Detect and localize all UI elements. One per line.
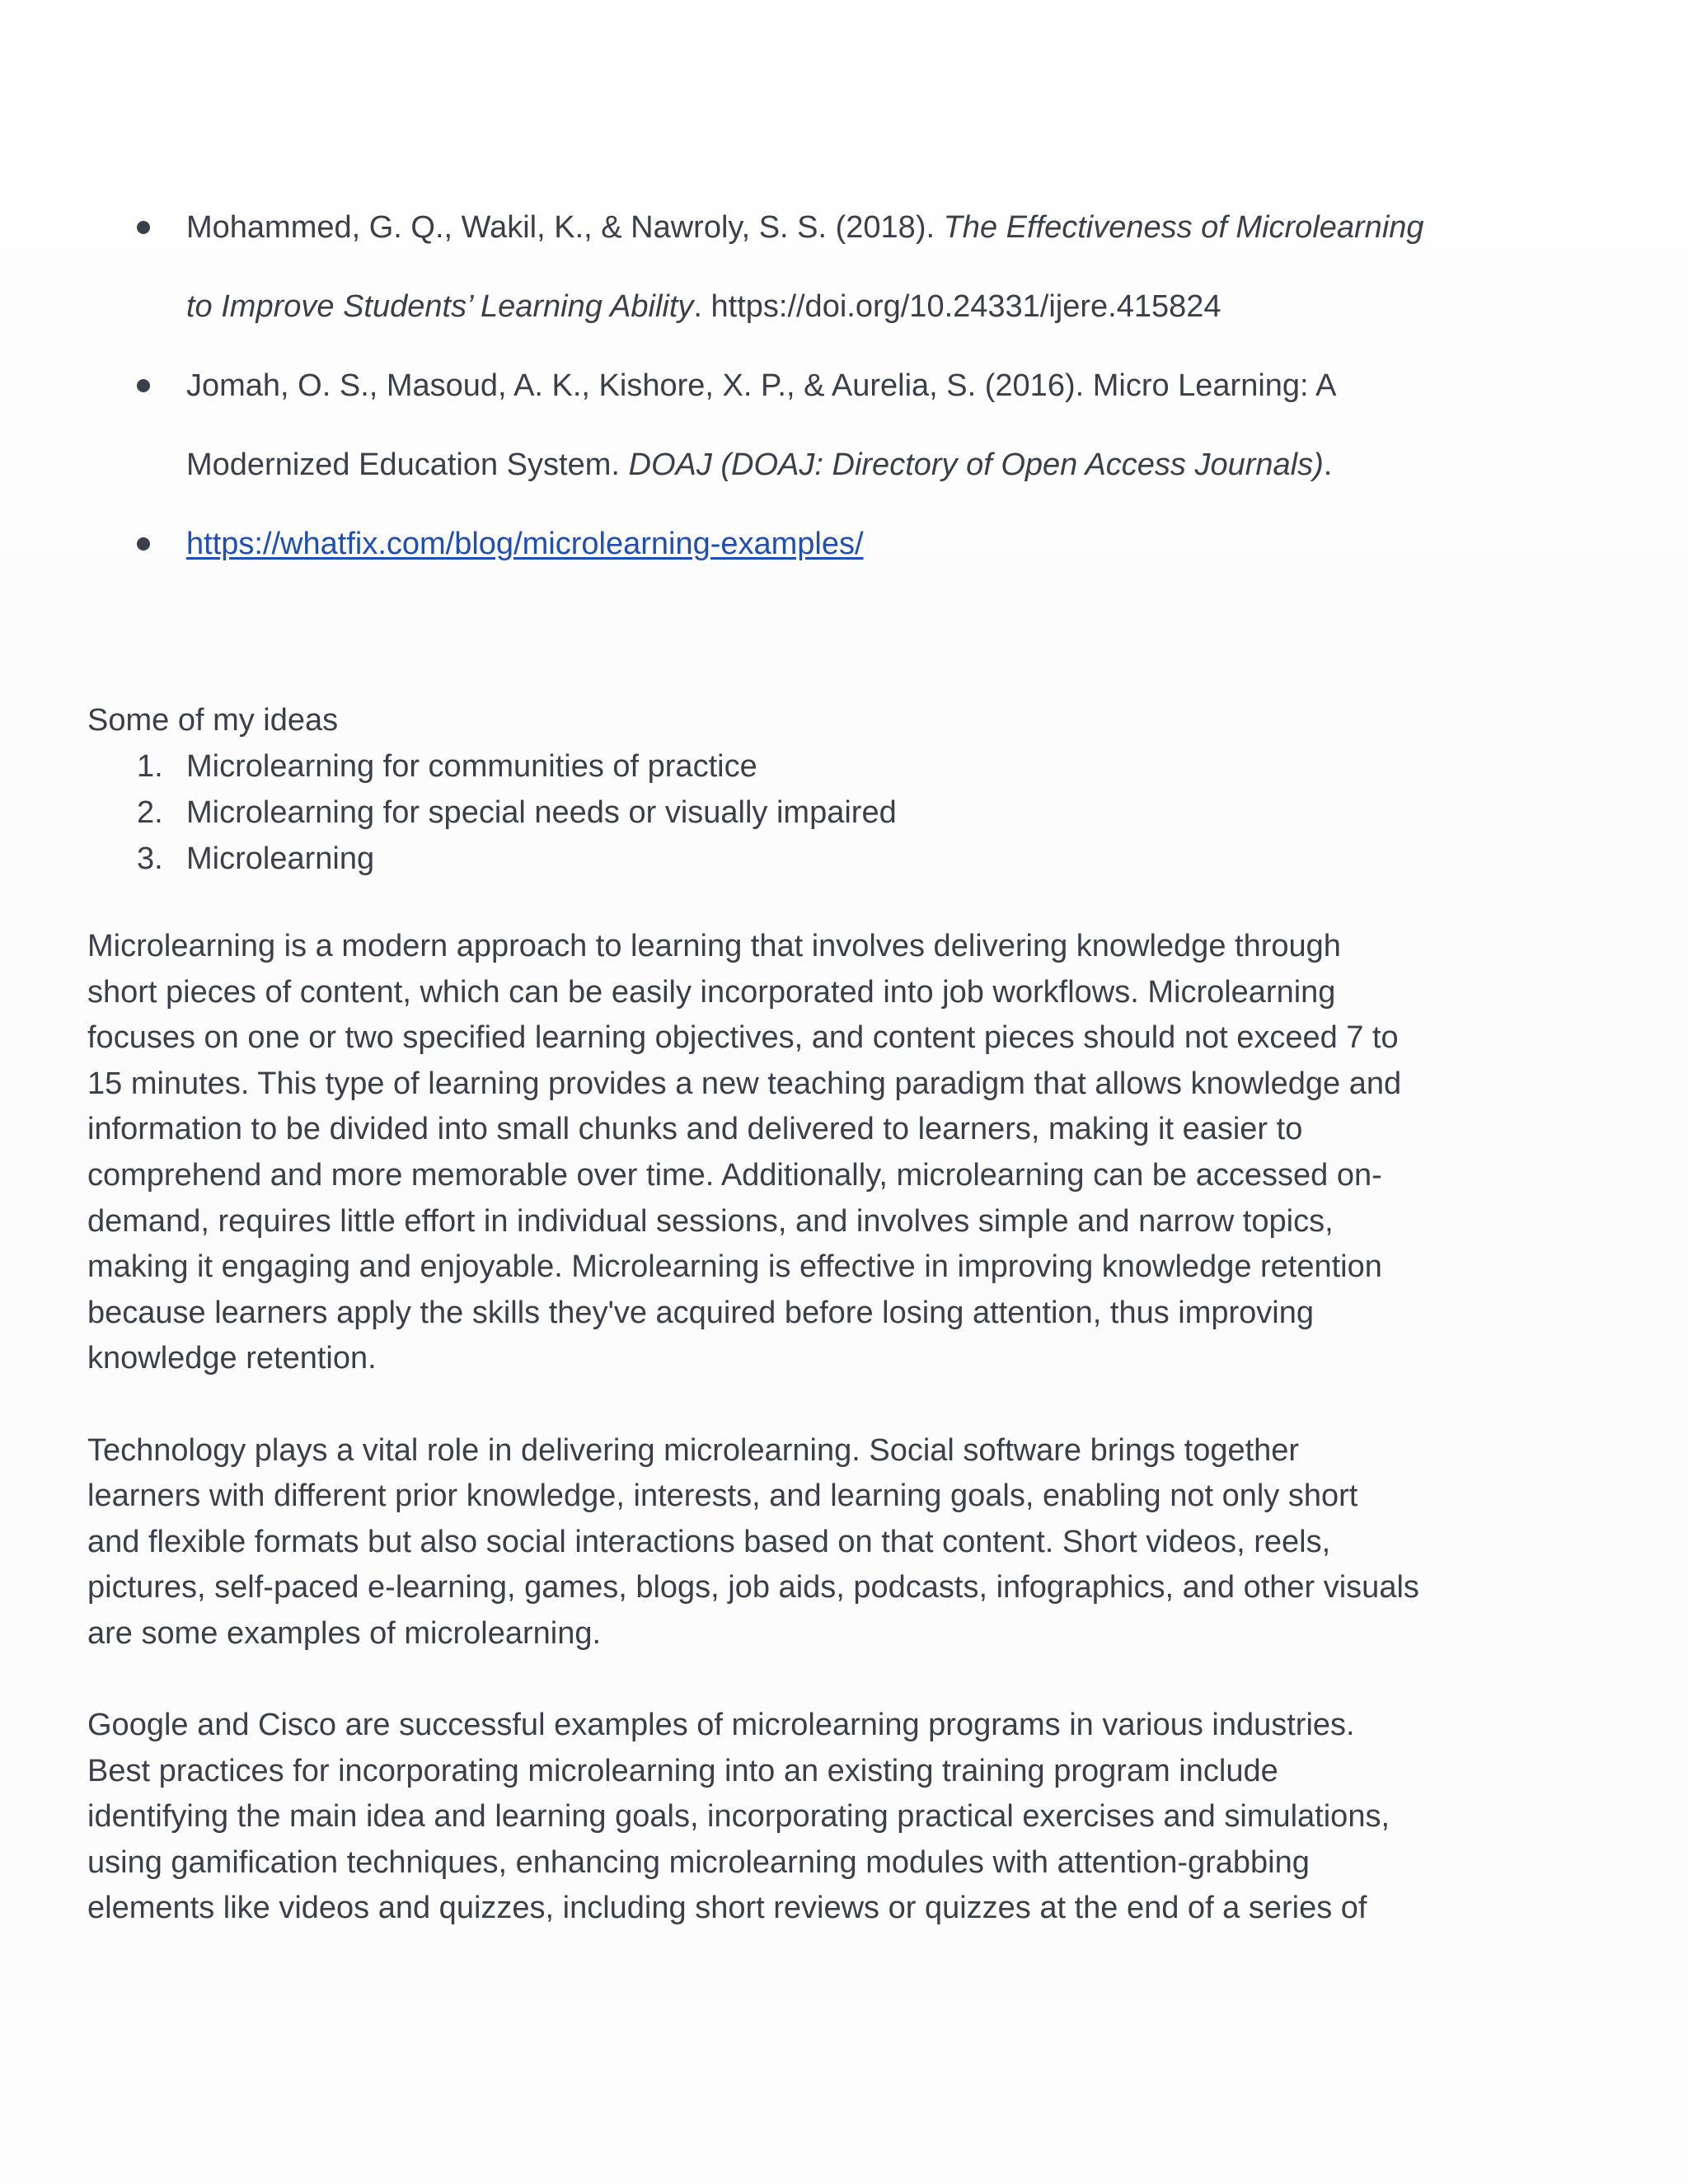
- reference-doi: . https://doi.org/10.24331/ijere.415824: [693, 289, 1221, 324]
- list-item-text: Microlearning for special needs or visually impaired: [186, 795, 897, 830]
- reference-link[interactable]: https://whatfix.com/blog/microlearning-examples/: [186, 527, 864, 561]
- text-line: identifying the main idea and learning goals, incorporating practical exercises and simulations,: [87, 1799, 1390, 1835]
- list-item-text: Microlearning for communities of practice: [186, 749, 757, 784]
- text-line: information to be divided into small chunks and delivered to learners, making it easier to: [87, 1112, 1303, 1147]
- list-number: 1.: [137, 749, 163, 784]
- text-line: Technology plays a vital role in delivering microlearning. Social software brings together: [87, 1432, 1300, 1468]
- ideas-heading: Some of my ideas: [87, 703, 339, 738]
- paragraph: [87, 1703, 1505, 1932]
- text-line: learners with different prior knowledge, interests, and learning goals, enabling not only short: [87, 1479, 1358, 1514]
- paragraph: [87, 1428, 1505, 1657]
- bullet-icon: [137, 221, 150, 234]
- reference-period: .: [1323, 448, 1333, 482]
- text-line: making it engaging and enjoyable. Microlearning is effective in improving knowledge retention: [87, 1249, 1382, 1285]
- text-line: pictures, self-paced e-learning, games, blogs, job aids, podcasts, infographics, and other visuals: [87, 1570, 1419, 1605]
- text-line: are some examples of microlearning.: [87, 1615, 602, 1651]
- text-line: focuses on one or two specified learning objectives, and content pieces should not exceed 7 to: [87, 1020, 1399, 1056]
- text-line: and flexible formats but also social interactions based on that content. Short videos, reels,: [87, 1524, 1331, 1559]
- paragraph: [87, 924, 1505, 1382]
- reference-authors: Mohammed, G. Q., Wakil, K., & Nawroly, S. S. (2018).: [186, 210, 944, 245]
- list-item: [87, 790, 1489, 836]
- text-line: 15 minutes. This type of learning provides a new teaching paradigm that allows knowledge and: [87, 1066, 1402, 1101]
- list-item-text: Microlearning: [186, 841, 375, 876]
- text-line: demand, requires little effort in individual sessions, and involves simple and narrow topics,: [87, 1203, 1334, 1239]
- reference-text-continued: Modernized Education System.: [186, 448, 629, 482]
- text-line: elements like videos and quizzes, including short reviews or quizzes at the end of a series of: [87, 1891, 1367, 1926]
- reference-item: [132, 504, 1517, 583]
- text-line: Google and Cisco are successful examples of microlearning programs in various industries.: [87, 1708, 1355, 1743]
- text-line: short pieces of content, which can be easily incorporated into job workflows. Microlearning: [87, 974, 1336, 1010]
- list-item: [87, 743, 1489, 790]
- text-line: knowledge retention.: [87, 1341, 377, 1376]
- body-text: [87, 924, 1505, 1978]
- reference-title: The Effectiveness of Microlearning: [943, 210, 1424, 245]
- text-line: using gamification techniques, enhancing microlearning modules with attention-grabbing: [87, 1844, 1310, 1880]
- reference-title-continued: to Improve Students’ Learning Ability: [186, 289, 694, 324]
- text-line: comprehend and more memorable over time. Additionally, microlearning can be accessed on-: [87, 1157, 1382, 1193]
- text-line: Best practices for incorporating microlearning into an existing training program include: [87, 1753, 1278, 1788]
- text-line: because learners apply the skills they've acquired before losing attention, thus improving: [87, 1295, 1314, 1330]
- list-item: [87, 836, 1489, 882]
- reference-list: [132, 188, 1517, 583]
- ideas-list: [87, 743, 1489, 882]
- reference-item: [132, 346, 1517, 504]
- text-line: Microlearning is a modern approach to learning that involves delivering knowledge through: [87, 929, 1341, 963]
- reference-item: [132, 188, 1517, 346]
- reference-text: Jomah, O. S., Masoud, A. K., Kishore, X. P., & Aurelia, S. (2016). Micro Learning: A: [186, 368, 1337, 403]
- ideas-section: [87, 697, 1489, 882]
- reference-journal: DOAJ (DOAJ: Directory of Open Access Journals): [628, 448, 1324, 482]
- list-number: 3.: [137, 841, 163, 876]
- bullet-icon: [137, 537, 150, 551]
- bullet-icon: [137, 379, 150, 392]
- list-number: 2.: [137, 795, 163, 830]
